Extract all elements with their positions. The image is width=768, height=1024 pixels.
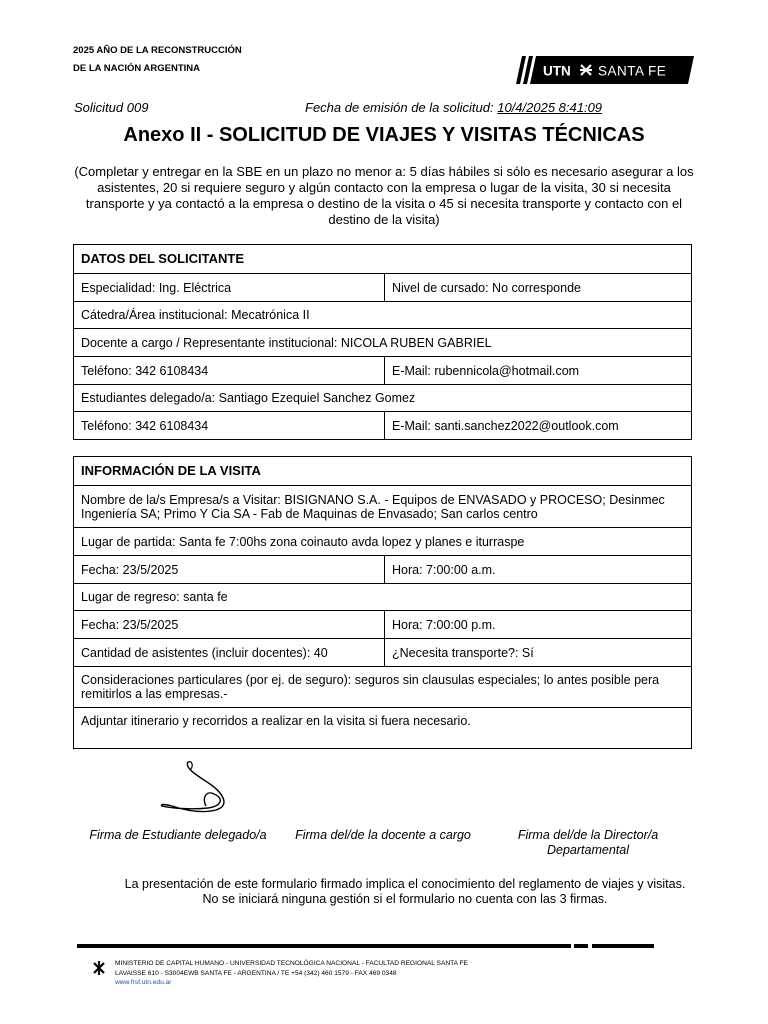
title-main: SOLICITUD DE VIAJES Y VISITAS TÉCNICAS [218, 124, 645, 146]
visita-heading: INFORMACIÓN DE LA VISITA [74, 457, 692, 486]
docente-field: Docente a cargo / Representante institucional: NICOLA RUBEN GABRIEL [74, 329, 692, 357]
legal-note-line-1: La presentación de este formulario firmado implica el conocimiento del reglamento de viajes y visitas. [124, 877, 686, 891]
email-docente-field: E-Mail: rubennicola@hotmail.com [385, 357, 692, 385]
footer-line-1: MINISTERIO DE CAPITAL HUMANO - UNIVERSIDAD TECNOLÓGICA NACIONAL - FACULTAD REGIONAL SANTA FE [115, 960, 468, 967]
fecha-ida-field: Fecha: 23/5/2025 [74, 556, 385, 584]
consideraciones-field: Consideraciones particulares (por ej. de seguro): seguros sin clausulas especiales; lo antes posible pera remitirlos a las empresas.- [74, 667, 692, 708]
svg-text:SANTA FE: SANTA FE [598, 63, 667, 79]
solicitante-table [73, 244, 692, 440]
footer-rule [77, 944, 571, 948]
footer-line-2: LAVAISSE 610 - S3004EWB SANTA FE - ARGENTINA / TE +54 (342) 460 1579 - FAX 469 0348 [115, 969, 397, 977]
solicitud-number: Solicitud 009 [74, 100, 149, 115]
adjuntar-field: Adjuntar itinerario y recorridos a realizar en la visita si fuera necesario. [74, 708, 692, 749]
catedra-field: Cátedra/Área institucional: Mecatrónica II [74, 302, 692, 329]
legal-note [100, 877, 710, 907]
footer-website-link[interactable]: www.frsf.utn.edu.ar [115, 979, 172, 986]
legal-note-line-2: No se iniciará ninguna gestión si el formulario no cuenta con las 3 firmas. [202, 892, 608, 906]
fecha-vuelta-field: Fecha: 23/5/2025 [74, 611, 385, 639]
instructions-text: (Completar y entregar en la SBE en un plazo no menor a: 5 días hábiles si sólo es necesario asegurar a los asistentes, 20 si requiere seguro y algún contacto con la empresa o lugar de la visita, 30 si necesita transporte y ya contactó a la empresa o destino de la visita o 45 si necesita transporte y contacto con el destino de la visita) [74, 164, 694, 227]
partida-field: Lugar de partida: Santa fe 7:00hs zona coinauto avda lopez y planes e iturraspe [74, 528, 692, 556]
title-prefix: Anexo II - [123, 124, 219, 146]
visita-table [73, 456, 692, 749]
fecha-emision [305, 100, 602, 115]
header-line-2: DE LA NACIÓN ARGENTINA [73, 63, 201, 74]
student-signature [158, 758, 238, 818]
estudiante-delegado-field: Estudiantes delegado/a: Santiago Ezequiel Sanchez Gomez [74, 385, 692, 412]
fecha-emision-value: 10/4/2025 8:41:09 [497, 100, 603, 115]
asistentes-field: Cantidad de asistentes (incluir docentes): 40 [74, 639, 385, 667]
hora-ida-field: Hora: 7:00:00 a.m. [385, 556, 692, 584]
regreso-field: Lugar de regreso: santa fe [74, 584, 692, 611]
footer-address [115, 959, 468, 988]
solicitante-heading: DATOS DEL SOLICITANTE [74, 245, 692, 274]
page-title [0, 124, 768, 147]
transporte-field: ¿Necesita transporte?: Sí [385, 639, 692, 667]
hora-vuelta-field: Hora: 7:00:00 p.m. [385, 611, 692, 639]
utn-logo [516, 56, 694, 84]
nivel-field: Nivel de cursado: No corresponde [385, 274, 692, 302]
firma-director-label: Firma del/de la Director/a Departamental [517, 828, 659, 857]
header-line-1: 2025 AÑO DE LA RECONSTRUCCIÓN [73, 45, 242, 56]
email-estudiante-field: E-Mail: santi.sanchez2022@outlook.com [385, 412, 692, 440]
fecha-emision-label: Fecha de emisión de la solicitud: [305, 100, 498, 115]
svg-text:UTN: UTN [543, 63, 571, 79]
footer-rule-dash [574, 944, 588, 948]
utn-emblem-icon [92, 961, 106, 975]
firma-docente-label: Firma del/de la docente a cargo [295, 828, 471, 842]
especialidad-field: Especialidad: Ing. Eléctrica [74, 274, 385, 302]
footer-rule-dash [592, 944, 654, 948]
telefono-docente-field: Teléfono: 342 6108434 [74, 357, 385, 385]
empresas-field: Nombre de la/s Empresa/s a Visitar: BISIGNANO S.A. - Equipos de ENVASADO y PROCESO; Desinmec Ingeniería SA; Primo Y Cia SA - Fab de Maquinas de Envasado; San carlos centro [74, 486, 692, 528]
telefono-estudiante-field: Teléfono: 342 6108434 [74, 412, 385, 440]
firma-estudiante-label: Firma de Estudiante delegado/a [89, 828, 267, 842]
header-caption [73, 42, 242, 78]
